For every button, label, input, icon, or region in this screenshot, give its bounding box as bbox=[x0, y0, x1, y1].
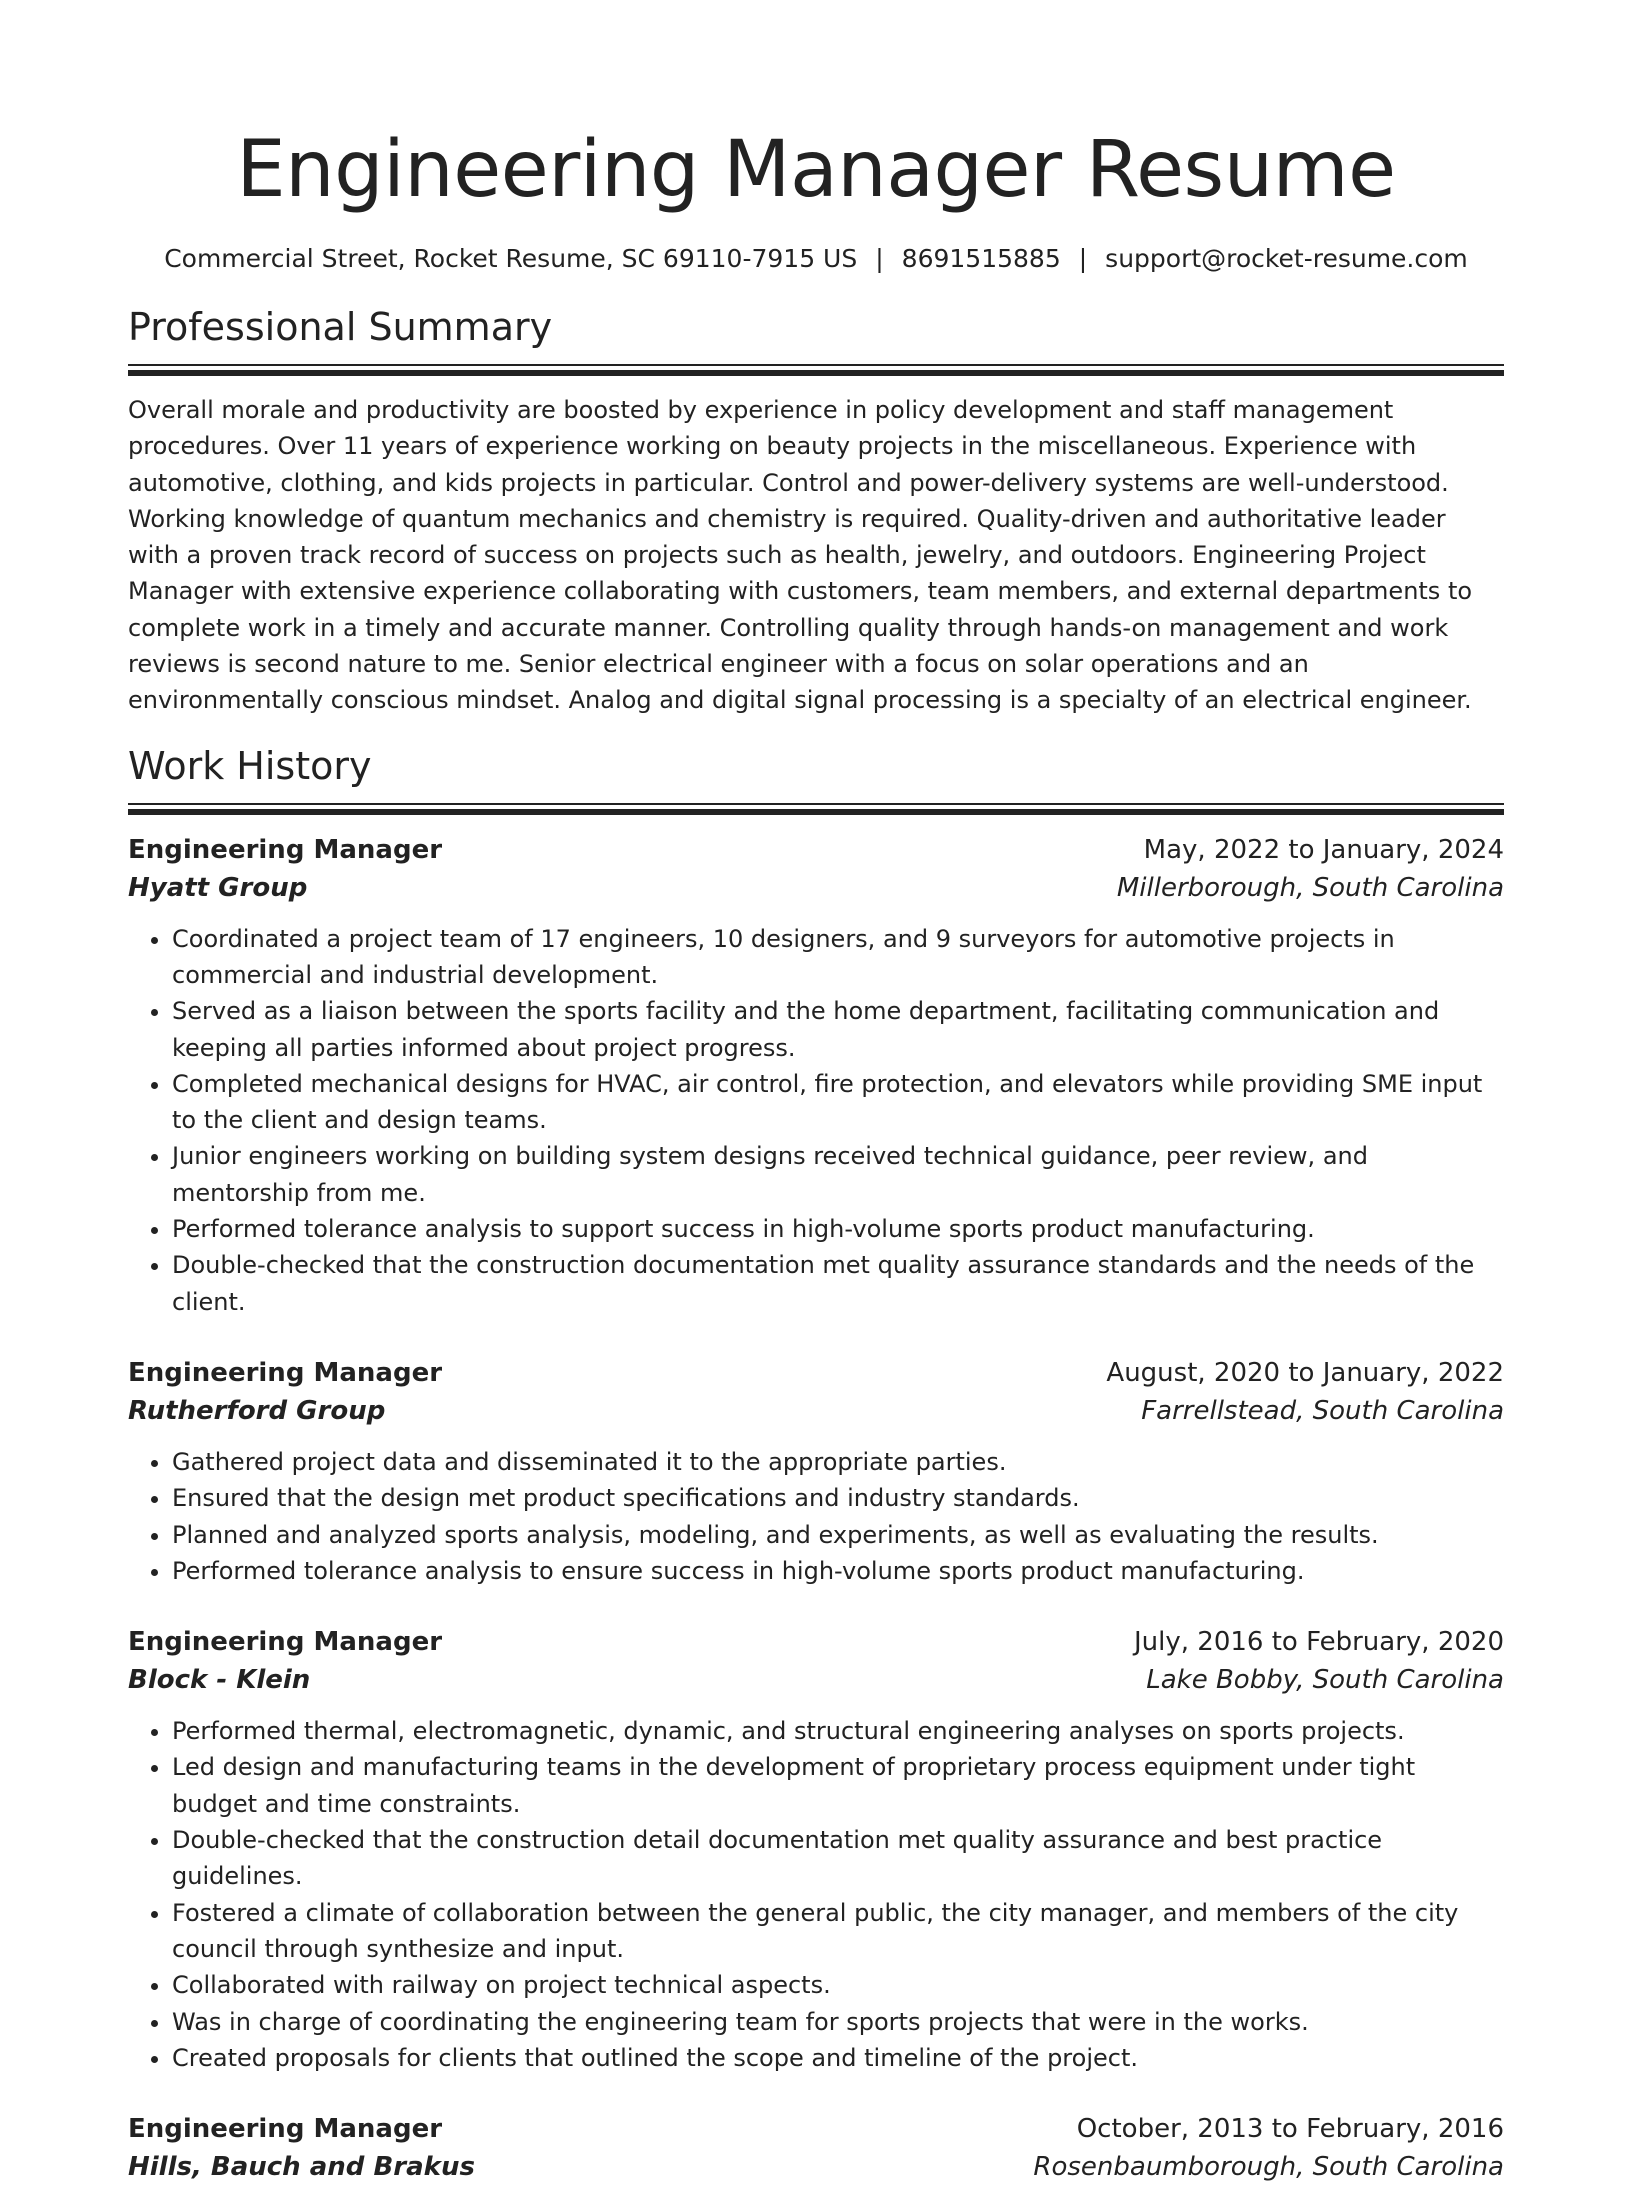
job-bullet: • Served as a liaison between the sports facility and the home department, facilitating communication and keeping all parties informed about project progress. bbox=[172, 993, 1504, 1066]
job-bullet: • Was in charge of coordinating the engineering team for sports projects that were in the works. bbox=[172, 2004, 1504, 2040]
job-bullet-list bbox=[128, 1713, 1504, 2076]
job-bullet-list bbox=[128, 1444, 1504, 1589]
section-divider bbox=[128, 364, 1504, 376]
job-bullet: • Performed tolerance analysis to support success in high-volume sports product manufacturing. bbox=[172, 1211, 1504, 1247]
work-history-section bbox=[128, 741, 1504, 2186]
job-header bbox=[128, 2110, 1504, 2148]
job-company: Hyatt Group bbox=[128, 872, 308, 903]
job-title: Engineering Manager bbox=[128, 2114, 443, 2145]
job-dates: August, 2020 to January, 2022 bbox=[1106, 1357, 1504, 1388]
job-subheader bbox=[128, 1661, 1504, 1699]
job-location: Millerborough, South Carolina bbox=[1116, 872, 1504, 903]
job-company: Block - Klein bbox=[128, 1665, 311, 1696]
section-heading: Professional Summary bbox=[128, 305, 553, 349]
job-subheader bbox=[128, 1392, 1504, 1430]
job-entry bbox=[128, 831, 1504, 1320]
contact-phone: 8691515885 bbox=[901, 244, 1061, 273]
job-bullet: • Gathered project data and disseminated it to the appropriate parties. bbox=[172, 1444, 1504, 1480]
job-bullet: • Junior engineers working on building system designs received technical guidance, peer review, and mentorship from me. bbox=[172, 1138, 1504, 1211]
job-bullet: • Coordinated a project team of 17 engineers, 10 designers, and 9 surveyors for automotive projects in commercial and industrial development. bbox=[172, 921, 1504, 994]
contact-separator: | bbox=[1078, 244, 1088, 273]
section-divider bbox=[128, 803, 1504, 815]
job-header bbox=[128, 831, 1504, 869]
job-bullet: • Ensured that the design met product specifications and industry standards. bbox=[172, 1480, 1504, 1516]
job-subheader bbox=[128, 869, 1504, 907]
job-header bbox=[128, 1623, 1504, 1661]
job-location: Lake Bobby, South Carolina bbox=[1146, 1665, 1504, 1696]
job-subheader bbox=[128, 2148, 1504, 2186]
job-header bbox=[128, 1354, 1504, 1392]
job-list bbox=[128, 831, 1504, 2186]
job-title: Engineering Manager bbox=[128, 834, 443, 865]
job-dates: May, 2022 to January, 2024 bbox=[1143, 834, 1504, 865]
contact-line bbox=[128, 242, 1504, 276]
summary-text: Overall morale and productivity are boosted by experience in policy development and staff management procedures. Over 11 years of experience working on beauty projects in the miscellaneous. Experience with automotive, clothing, and kids projects in particular. Control and power-delivery systems are well-understood. Working knowledge of quantum mechanics and chemistry is required. Quality-driven and authoritative leader with a proven track record of success on projects such as health, jewelry, and outdoors. Engineering Project Manager with extensive experience collaborating with customers, team members, and external departments to complete work in a timely and accurate manner. Controlling quality through hands-on management and work reviews is second nature to me. Senior electrical engineer with a focus on solar operations and an environmentally conscious mindset. Analog and digital signal processing is a specialty of an electrical engineer. bbox=[128, 396, 1473, 715]
job-bullet: • Planned and analyzed sports analysis, modeling, and experiments, as well as evaluating the results. bbox=[172, 1517, 1504, 1553]
job-entry bbox=[128, 1354, 1504, 1589]
job-title: Engineering Manager bbox=[128, 1357, 443, 1388]
job-dates: July, 2016 to February, 2020 bbox=[1134, 1627, 1504, 1658]
job-bullet: • Performed thermal, electromagnetic, dynamic, and structural engineering analyses on sports projects. bbox=[172, 1713, 1504, 1749]
job-bullet: • Fostered a climate of collaboration between the general public, the city manager, and members of the city council through synthesize and input. bbox=[172, 1895, 1504, 1968]
section-heading: Work History bbox=[128, 743, 372, 788]
job-company: Hills, Bauch and Brakus bbox=[128, 2152, 475, 2183]
job-bullet: • Led design and manufacturing teams in the development of proprietary process equipment under tight budget and time constraints. bbox=[172, 1749, 1504, 1822]
professional-summary-section bbox=[128, 302, 1504, 719]
job-location: Rosenbaumborough, South Carolina bbox=[1033, 2152, 1504, 2183]
contact-email[interactable]: support@rocket-resume.com bbox=[1105, 244, 1468, 273]
job-entry bbox=[128, 1623, 1504, 2076]
job-dates: October, 2013 to February, 2016 bbox=[1076, 2114, 1504, 2145]
job-bullet: • Collaborated with railway on project technical aspects. bbox=[172, 1967, 1504, 2003]
job-bullet: • Completed mechanical designs for HVAC, air control, fire protection, and elevators while providing SME input to the client and design teams. bbox=[172, 1066, 1504, 1139]
job-company: Rutherford Group bbox=[128, 1395, 386, 1426]
job-entry bbox=[128, 2110, 1504, 2186]
resume-title: Engineering Manager Resume bbox=[236, 125, 1396, 215]
job-bullet: • Performed tolerance analysis to ensure success in high-volume sports product manufacturing. bbox=[172, 1553, 1504, 1589]
job-location: Farrellstead, South Carolina bbox=[1141, 1395, 1504, 1426]
job-bullet-list bbox=[128, 921, 1504, 1320]
job-bullet: • Created proposals for clients that outlined the scope and timeline of the project. bbox=[172, 2040, 1504, 2076]
contact-address: Commercial Street, Rocket Resume, SC 69110-7915 US bbox=[164, 244, 858, 273]
job-bullet: • Double-checked that the construction detail documentation met quality assurance and best practice guidelines. bbox=[172, 1822, 1504, 1895]
job-bullet: • Double-checked that the construction documentation met quality assurance standards and the needs of the client. bbox=[172, 1247, 1504, 1320]
job-title: Engineering Manager bbox=[128, 1627, 443, 1658]
contact-separator: | bbox=[875, 244, 884, 273]
